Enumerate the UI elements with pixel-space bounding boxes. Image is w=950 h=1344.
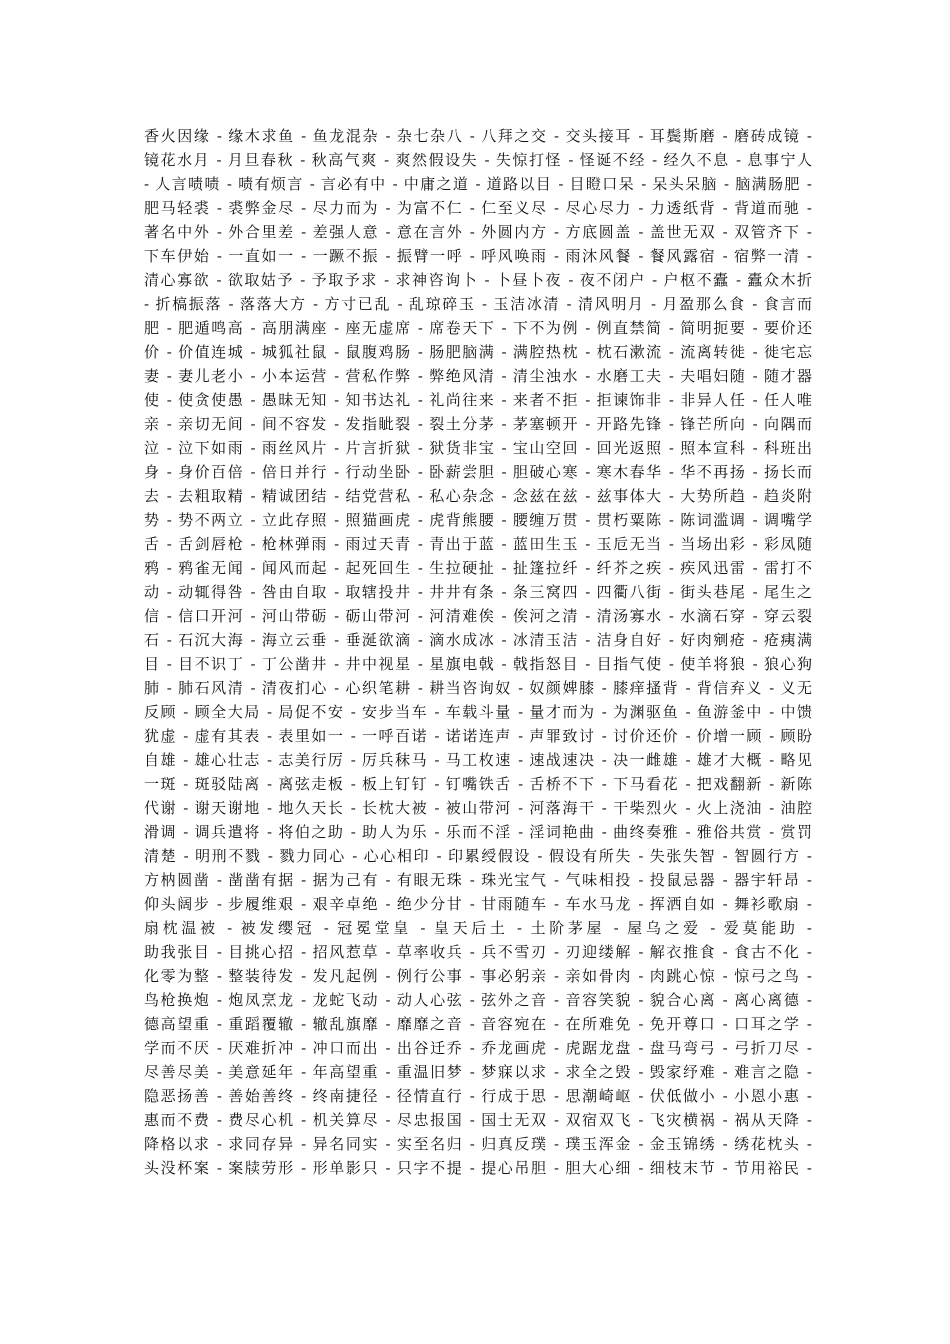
text-line: 亲 - 亲切无间 - 间不容发 - 发指眦裂 - 裂土分茅 - 茅塞顿开 - 开路先锋 - 锋芒所向 - 向隅而 xyxy=(144,415,812,433)
text-line: 学而不厌 - 厌难折冲 - 冲口而出 - 出谷迁乔 - 乔龙画虎 - 虎踞龙盘 - 盘马弯弓 - 弓折刀尽 - xyxy=(144,1039,812,1057)
text-line: 一斑 - 斑驳陆离 - 离弦走板 - 板上钉钉 - 钉嘴铁舌 - 舌桥不下 - 下马看花 - 把戏翻新 - 新陈 xyxy=(144,775,812,793)
text-line: - 折槁振落 - 落落大方 - 方寸已乱 - 乱琼碎玉 - 玉洁冰清 - 清风明月 - 月盈那么食 - 食言而 xyxy=(144,295,812,313)
text-line: 目 - 目不识丁 - 丁公凿井 - 井中视星 - 星旗电戟 - 戟指怒目 - 目指气使 - 使羊将狼 - 狼心狗 xyxy=(144,655,812,673)
text-line: 犹虚 - 虚有其表 - 表里如一 - 一呼百诺 - 诺诺连声 - 声罪致讨 - 讨价还价 - 价增一顾 - 顾盼 xyxy=(144,727,812,745)
text-line: 下车伊始 - 一直如一 - 一蹶不振 - 振臂一呼 - 呼风唤雨 - 雨沐风餐 - 餐风露宿 - 宿弊一清 - xyxy=(144,247,812,265)
text-line: 尽善尽美 - 美意延年 - 年高望重 - 重温旧梦 - 梦寐以求 - 求全之毁 - 毁家纾难 - 难言之隐 - xyxy=(144,1063,812,1081)
text-line: 清心寡欲 - 欲取姑予 - 予取予求 - 求神咨询卜 - 卜昼卜夜 - 夜不闭户 - 户枢不蠹 - 蠹众木折 xyxy=(144,271,812,289)
text-line: 方枘圆凿 - 凿凿有据 - 据为己有 - 有眼无珠 - 珠光宝气 - 气味相投 - 投鼠忌器 - 器宇轩昂 - xyxy=(144,871,812,889)
text-line: 扇枕温被 - 被发缨冠 - 冠冕堂皇 - 皇天后土 - 土阶茅屋 - 屋乌之爱 - 爱莫能助 - xyxy=(144,919,812,937)
text-line: 隐恶扬善 - 善始善终 - 终南捷径 - 径情直行 - 行成于思 - 思潮崎岖 - 伏低做小 - 小恩小惠 - xyxy=(144,1087,812,1105)
text-line: 肺 - 肺石风清 - 清夜扪心 - 心织笔耕 - 耕当咨询奴 - 奴颜婢膝 - 膝痒搔背 - 背信弃义 - 义无 xyxy=(144,679,812,697)
text-line: 化零为整 - 整装待发 - 发凡起例 - 例行公事 - 事必躬亲 - 亲如骨肉 - 肉跳心惊 - 惊弓之鸟 - xyxy=(144,967,812,985)
text-line: 肥马轻裘 - 裘弊金尽 - 尽力而为 - 为富不仁 - 仁至义尽 - 尽心尽力 - 力透纸背 - 背道而驰 - xyxy=(144,199,812,217)
text-line: 势 - 势不两立 - 立此存照 - 照猫画虎 - 虎背熊腰 - 腰缠万贯 - 贯朽粟陈 - 陈词滥调 - 调嘴学 xyxy=(144,511,812,529)
text-line: 妻 - 妻儿老小 - 小本运营 - 营私作弊 - 弊绝风清 - 清尘浊水 - 水磨工夫 - 夫唱妇随 - 随才器 xyxy=(144,367,812,385)
text-line: 头没杯案 - 案牍劳形 - 形单影只 - 只字不提 - 提心吊胆 - 胆大心细 - 细枝末节 - 节用裕民 - xyxy=(144,1159,812,1177)
text-line: 泣 - 泣下如雨 - 雨丝风片 - 片言折狱 - 狱货非宝 - 宝山空回 - 回光返照 - 照本宣科 - 科班出 xyxy=(144,439,812,457)
text-line: 香火因缘 - 缘木求鱼 - 鱼龙混杂 - 杂七杂八 - 八拜之交 - 交头接耳 - 耳鬓斯磨 - 磨砖成镜 - xyxy=(144,127,812,145)
text-line: 鸟枪换炮 - 炮凤烹龙 - 龙蛇飞动 - 动人心弦 - 弦外之音 - 音容笑貌 - 貌合心离 - 离心离德 - xyxy=(144,991,812,1009)
text-line: 助我张目 - 目挑心招 - 招风惹草 - 草率收兵 - 兵不雪刃 - 刃迎缕解 - 解衣推食 - 食古不化 - xyxy=(144,943,812,961)
text-line: 代谢 - 谢天谢地 - 地久天长 - 长枕大被 - 被山带河 - 河落海干 - 干柴烈火 - 火上浇油 - 油腔 xyxy=(144,799,812,817)
text-line: 石 - 石沉大海 - 海立云垂 - 垂涎欲滴 - 滴水成冰 - 冰清玉洁 - 洁身自好 - 好肉剜疮 - 疮痍满 xyxy=(144,631,812,649)
text-line: 身 - 身价百倍 - 倍日并行 - 行动坐卧 - 卧薪尝胆 - 胆破心寒 - 寒木春华 - 华不再扬 - 扬长而 xyxy=(144,463,812,481)
text-line: - 人言啧啧 - 啧有烦言 - 言必有中 - 中庸之道 - 道路以目 - 目瞪口呆 - 呆头呆脑 - 脑满肠肥 - xyxy=(144,175,812,193)
text-line: 镜花水月 - 月旦春秋 - 秋高气爽 - 爽然假设失 - 失惊打怪 - 怪诞不经 - 经久不息 - 息事宁人 xyxy=(144,151,812,169)
text-line: 动 - 动辄得咎 - 咎由自取 - 取辖投井 - 井井有条 - 条三窝四 - 四衢八街 - 街头巷尾 - 尾生之 xyxy=(144,583,812,601)
text-line: 鸦 - 鸦雀无闻 - 闻风而起 - 起死回生 - 生拉硬扯 - 扯篷拉纤 - 纤芥之疾 - 疾风迅雷 - 雷打不 xyxy=(144,559,812,577)
text-line: 舌 - 舌剑唇枪 - 枪林弹雨 - 雨过天青 - 青出于蓝 - 蓝田生玉 - 玉卮无当 - 当场出彩 - 彩凤随 xyxy=(144,535,812,553)
text-line: 自雄 - 雄心壮志 - 志美行厉 - 厉兵秣马 - 马工枚速 - 速战速决 - 决一雌雄 - 雄才大概 - 略见 xyxy=(144,751,812,769)
text-line: 仰头阔步 - 步履维艰 - 艰辛卓绝 - 绝少分甘 - 甘雨随车 - 车水马龙 - 挥洒自如 - 舞衫歌扇 - xyxy=(144,895,812,913)
text-line: 价 - 价值连城 - 城狐社鼠 - 鼠腹鸡肠 - 肠肥脑满 - 满腔热枕 - 枕石漱流 - 流离转徙 - 徙宅忘 xyxy=(144,343,812,361)
text-line: 肥 - 肥遁鸣高 - 高朋满座 - 座无虚席 - 席卷天下 - 下不为例 - 例直禁简 - 简明扼要 - 要价还 xyxy=(144,319,812,337)
text-line: 德高望重 - 重蹈覆辙 - 辙乱旗靡 - 靡靡之音 - 音容宛在 - 在所难免 - 免开尊口 - 口耳之学 - xyxy=(144,1015,812,1033)
text-line: 降格以求 - 求同存异 - 异名同实 - 实至名归 - 归真反璞 - 璞玉浑金 - 金玉锦绣 - 绣花枕头 - xyxy=(144,1135,812,1153)
text-line: 信 - 信口开河 - 河山带砺 - 砺山带河 - 河清难俟 - 俟河之清 - 清汤寡水 - 水滴石穿 - 穿云裂 xyxy=(144,607,812,625)
text-line: 滑调 - 调兵遣将 - 将伯之助 - 助人为乐 - 乐而不淫 - 淫词艳曲 - 曲终奏雅 - 雅俗共赏 - 赏罚 xyxy=(144,823,812,841)
text-line: 去 - 去粗取精 - 精诚团结 - 结党营私 - 私心杂念 - 念兹在兹 - 兹事体大 - 大势所趋 - 趋炎附 xyxy=(144,487,812,505)
text-line: 反顾 - 顾全大局 - 局促不安 - 安步当车 - 车载斗量 - 量才而为 - 为渊驱鱼 - 鱼游釜中 - 中馈 xyxy=(144,703,812,721)
text-line: 清楚 - 明刑不戮 - 戮力同心 - 心心相印 - 印累绶假设 - 假设有所失 - 失张失智 - 智圆行方 - xyxy=(144,847,812,865)
idiom-chain-text xyxy=(144,124,812,1180)
text-line: 著名中外 - 外合里差 - 差强人意 - 意在言外 - 外圆内方 - 方底圆盖 - 盖世无双 - 双管齐下 - xyxy=(144,223,812,241)
text-line: 惠而不费 - 费尽心机 - 机关算尽 - 尽忠报国 - 国士无双 - 双宿双飞 - 飞灾横祸 - 祸从天降 - xyxy=(144,1111,812,1129)
text-line: 使 - 使贪使愚 - 愚昧无知 - 知书达礼 - 礼尚往来 - 来者不拒 - 拒谏饰非 - 非异人任 - 任人唯 xyxy=(144,391,812,409)
